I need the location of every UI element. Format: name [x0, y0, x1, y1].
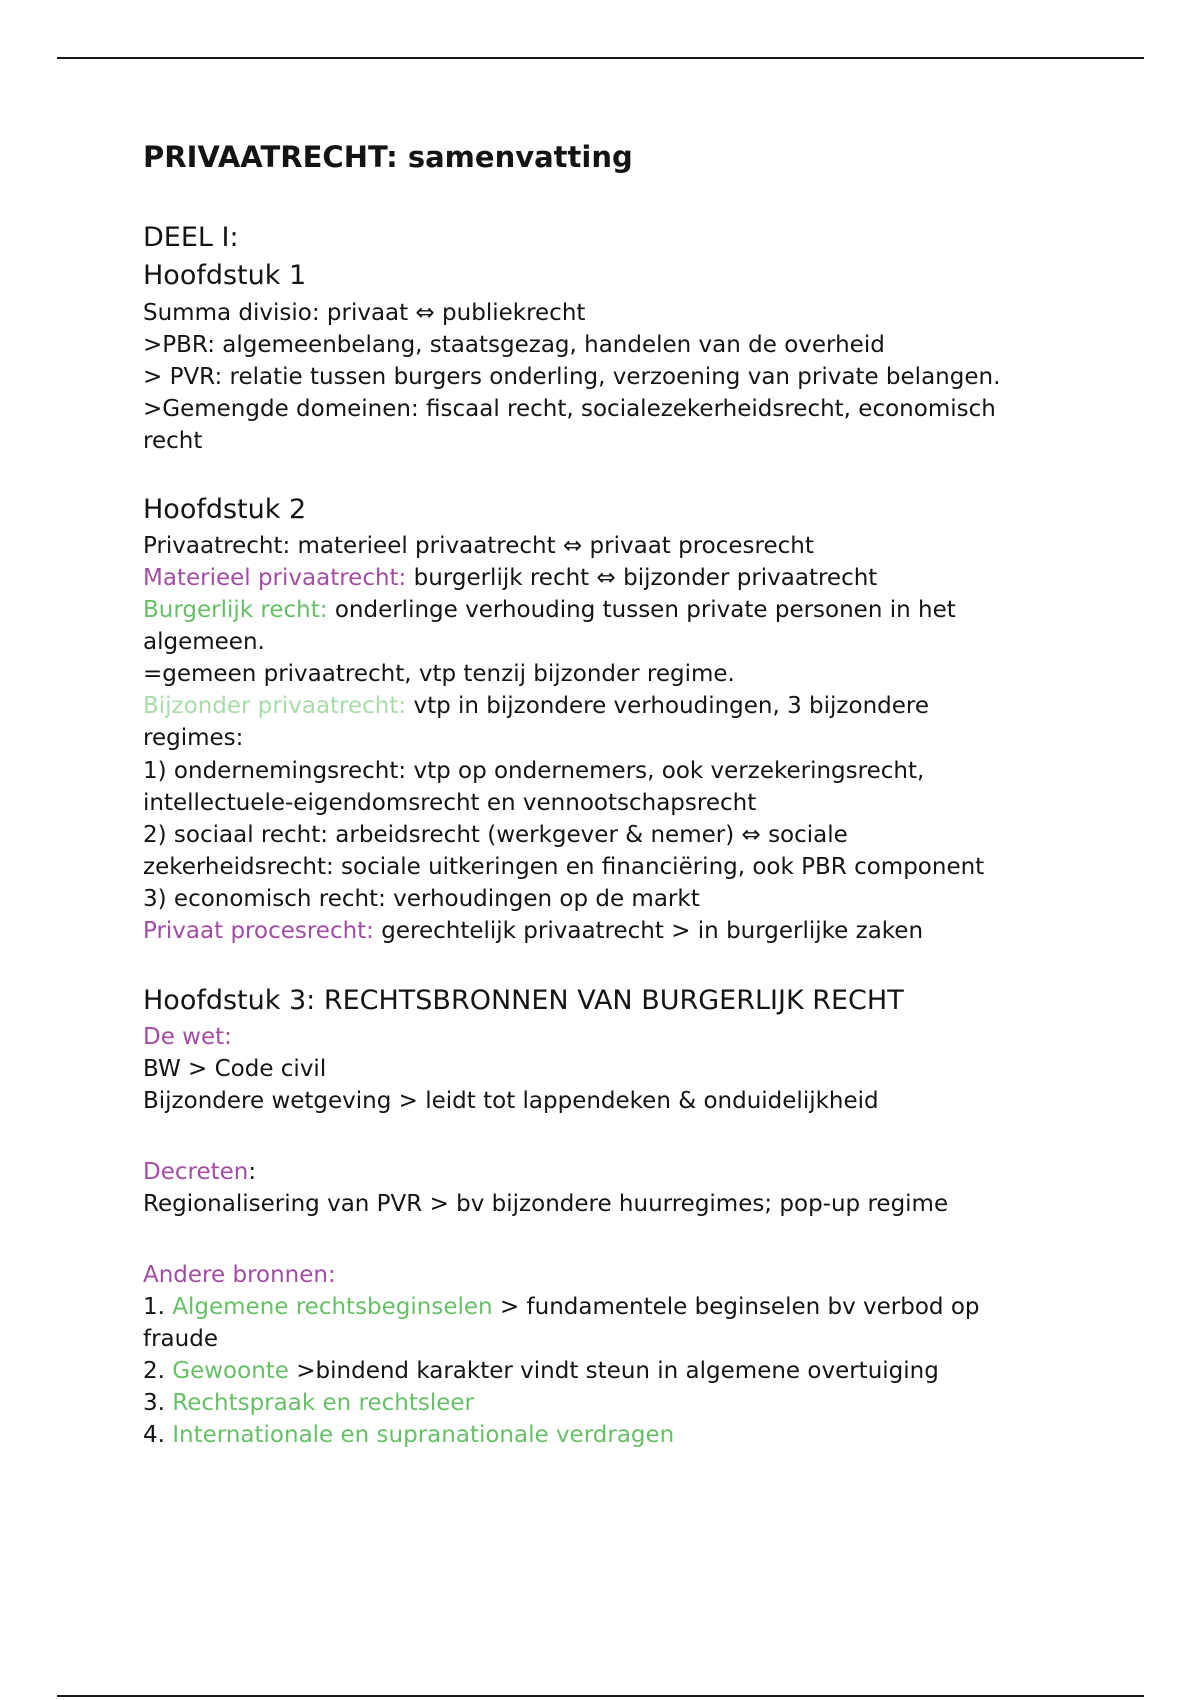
ch1-pbr: >PBR: algemeenbelang, staatsgezag, handelen van de overheid [143, 332, 885, 358]
bijzonder-label: Bijzonder privaatrecht: [143, 693, 407, 719]
ch2-materieel [143, 565, 877, 591]
ch2-bijzonder [143, 693, 929, 719]
source-2-number: 2. [143, 1358, 173, 1384]
ch3-wet-bijzonder: Bijzondere wetgeving > leidt tot lappendeken & onduidelijkheid [143, 1088, 879, 1114]
source-1-label: Algemene rechtsbeginselen [172, 1294, 493, 1320]
chapter-2-heading: Hoofdstuk 2 [143, 494, 307, 525]
top-rule [57, 57, 1144, 59]
source-4-number: 4. [143, 1422, 173, 1448]
ch2-burgerlijk [143, 597, 956, 623]
ch3-decreten-text: Regionalisering van PVR > bv bijzondere huurregimes; pop-up regime [143, 1191, 949, 1217]
source-4-label: Internationale en supranationale verdragen [172, 1422, 675, 1448]
source-1-number: 1. [143, 1294, 173, 1320]
ch3-source-2 [143, 1358, 939, 1384]
part-heading: DEEL I: [143, 222, 239, 253]
bottom-rule [57, 1695, 1144, 1697]
source-2-label: Gewoonte [172, 1358, 289, 1384]
materieel-label: Materieel privaatrecht: [143, 565, 407, 591]
ch2-bijzonder-cont: regimes: [143, 725, 244, 751]
chapter-1-heading: Hoofdstuk 1 [143, 260, 307, 291]
ch2-regime-2-cont: zekerheidsrecht: sociale uitkeringen en financiëring, ook PBR component [143, 854, 985, 880]
source-3-number: 3. [143, 1390, 173, 1416]
ch3-wet-label: De wet: [143, 1024, 232, 1050]
ch2-gemeen: =gemeen privaatrecht, vtp tenzij bijzonder regime. [143, 661, 735, 687]
ch3-source-1 [143, 1294, 980, 1320]
procesrecht-label: Privaat procesrecht: [143, 918, 374, 944]
burgerlijk-label: Burgerlijk recht: [143, 597, 328, 623]
ch2-intro: Privaatrecht: materieel privaatrecht ⇔ privaat procesrecht [143, 533, 814, 559]
ch2-regime-1: 1) ondernemingsrecht: vtp op ondernemers, ook verzekeringsrecht, [143, 758, 925, 784]
source-3-label: Rechtspraak en rechtsleer [172, 1390, 474, 1416]
ch1-summa-divisio: Summa divisio: privaat ⇔ publiekrecht [143, 300, 586, 326]
ch3-source-3 [143, 1390, 474, 1416]
materieel-text: burgerlijk recht ⇔ bijzonder privaatrecht [406, 565, 878, 591]
document-title: PRIVAATRECHT: samenvatting [143, 140, 633, 174]
decreten-label: Decreten [143, 1159, 249, 1185]
chapter-3-heading: Hoofdstuk 3: RECHTSBRONNEN VAN BURGERLIJK RECHT [143, 985, 904, 1016]
ch1-gemengd: >Gemengde domeinen: fiscaal recht, socialezekerheidsrecht, economisch [143, 396, 996, 422]
ch3-source-1-cont: fraude [143, 1326, 218, 1352]
ch2-procesrecht [143, 918, 923, 944]
procesrecht-text: gerechtelijk privaatrecht > in burgerlijke zaken [373, 918, 924, 944]
ch1-gemengd-cont: recht [143, 428, 203, 454]
ch2-regime-1-cont: intellectuele-eigendomsrecht en vennootschapsrecht [143, 790, 757, 816]
ch3-decreten-heading [143, 1159, 256, 1185]
ch2-regime-2: 2) sociaal recht: arbeidsrecht (werkgever & nemer) ⇔ sociale [143, 822, 848, 848]
ch3-wet-bw: BW > Code civil [143, 1056, 327, 1082]
ch2-burgerlijk-cont: algemeen. [143, 629, 265, 655]
ch2-regime-3: 3) economisch recht: verhoudingen op de markt [143, 886, 700, 912]
decreten-colon: : [248, 1159, 257, 1185]
source-2-text: >bindend karakter vindt steun in algemene overtuiging [288, 1358, 939, 1384]
ch1-pvr: > PVR: relatie tussen burgers onderling, verzoening van private belangen. [143, 364, 1001, 390]
burgerlijk-text: onderlinge verhouding tussen private personen in het [327, 597, 956, 623]
ch3-source-4 [143, 1422, 674, 1448]
bijzonder-text: vtp in bijzondere verhoudingen, 3 bijzondere [406, 693, 930, 719]
source-1-text: > fundamentele beginselen bv verbod op [492, 1294, 980, 1320]
ch3-andere-bronnen-label: Andere bronnen: [143, 1262, 336, 1288]
